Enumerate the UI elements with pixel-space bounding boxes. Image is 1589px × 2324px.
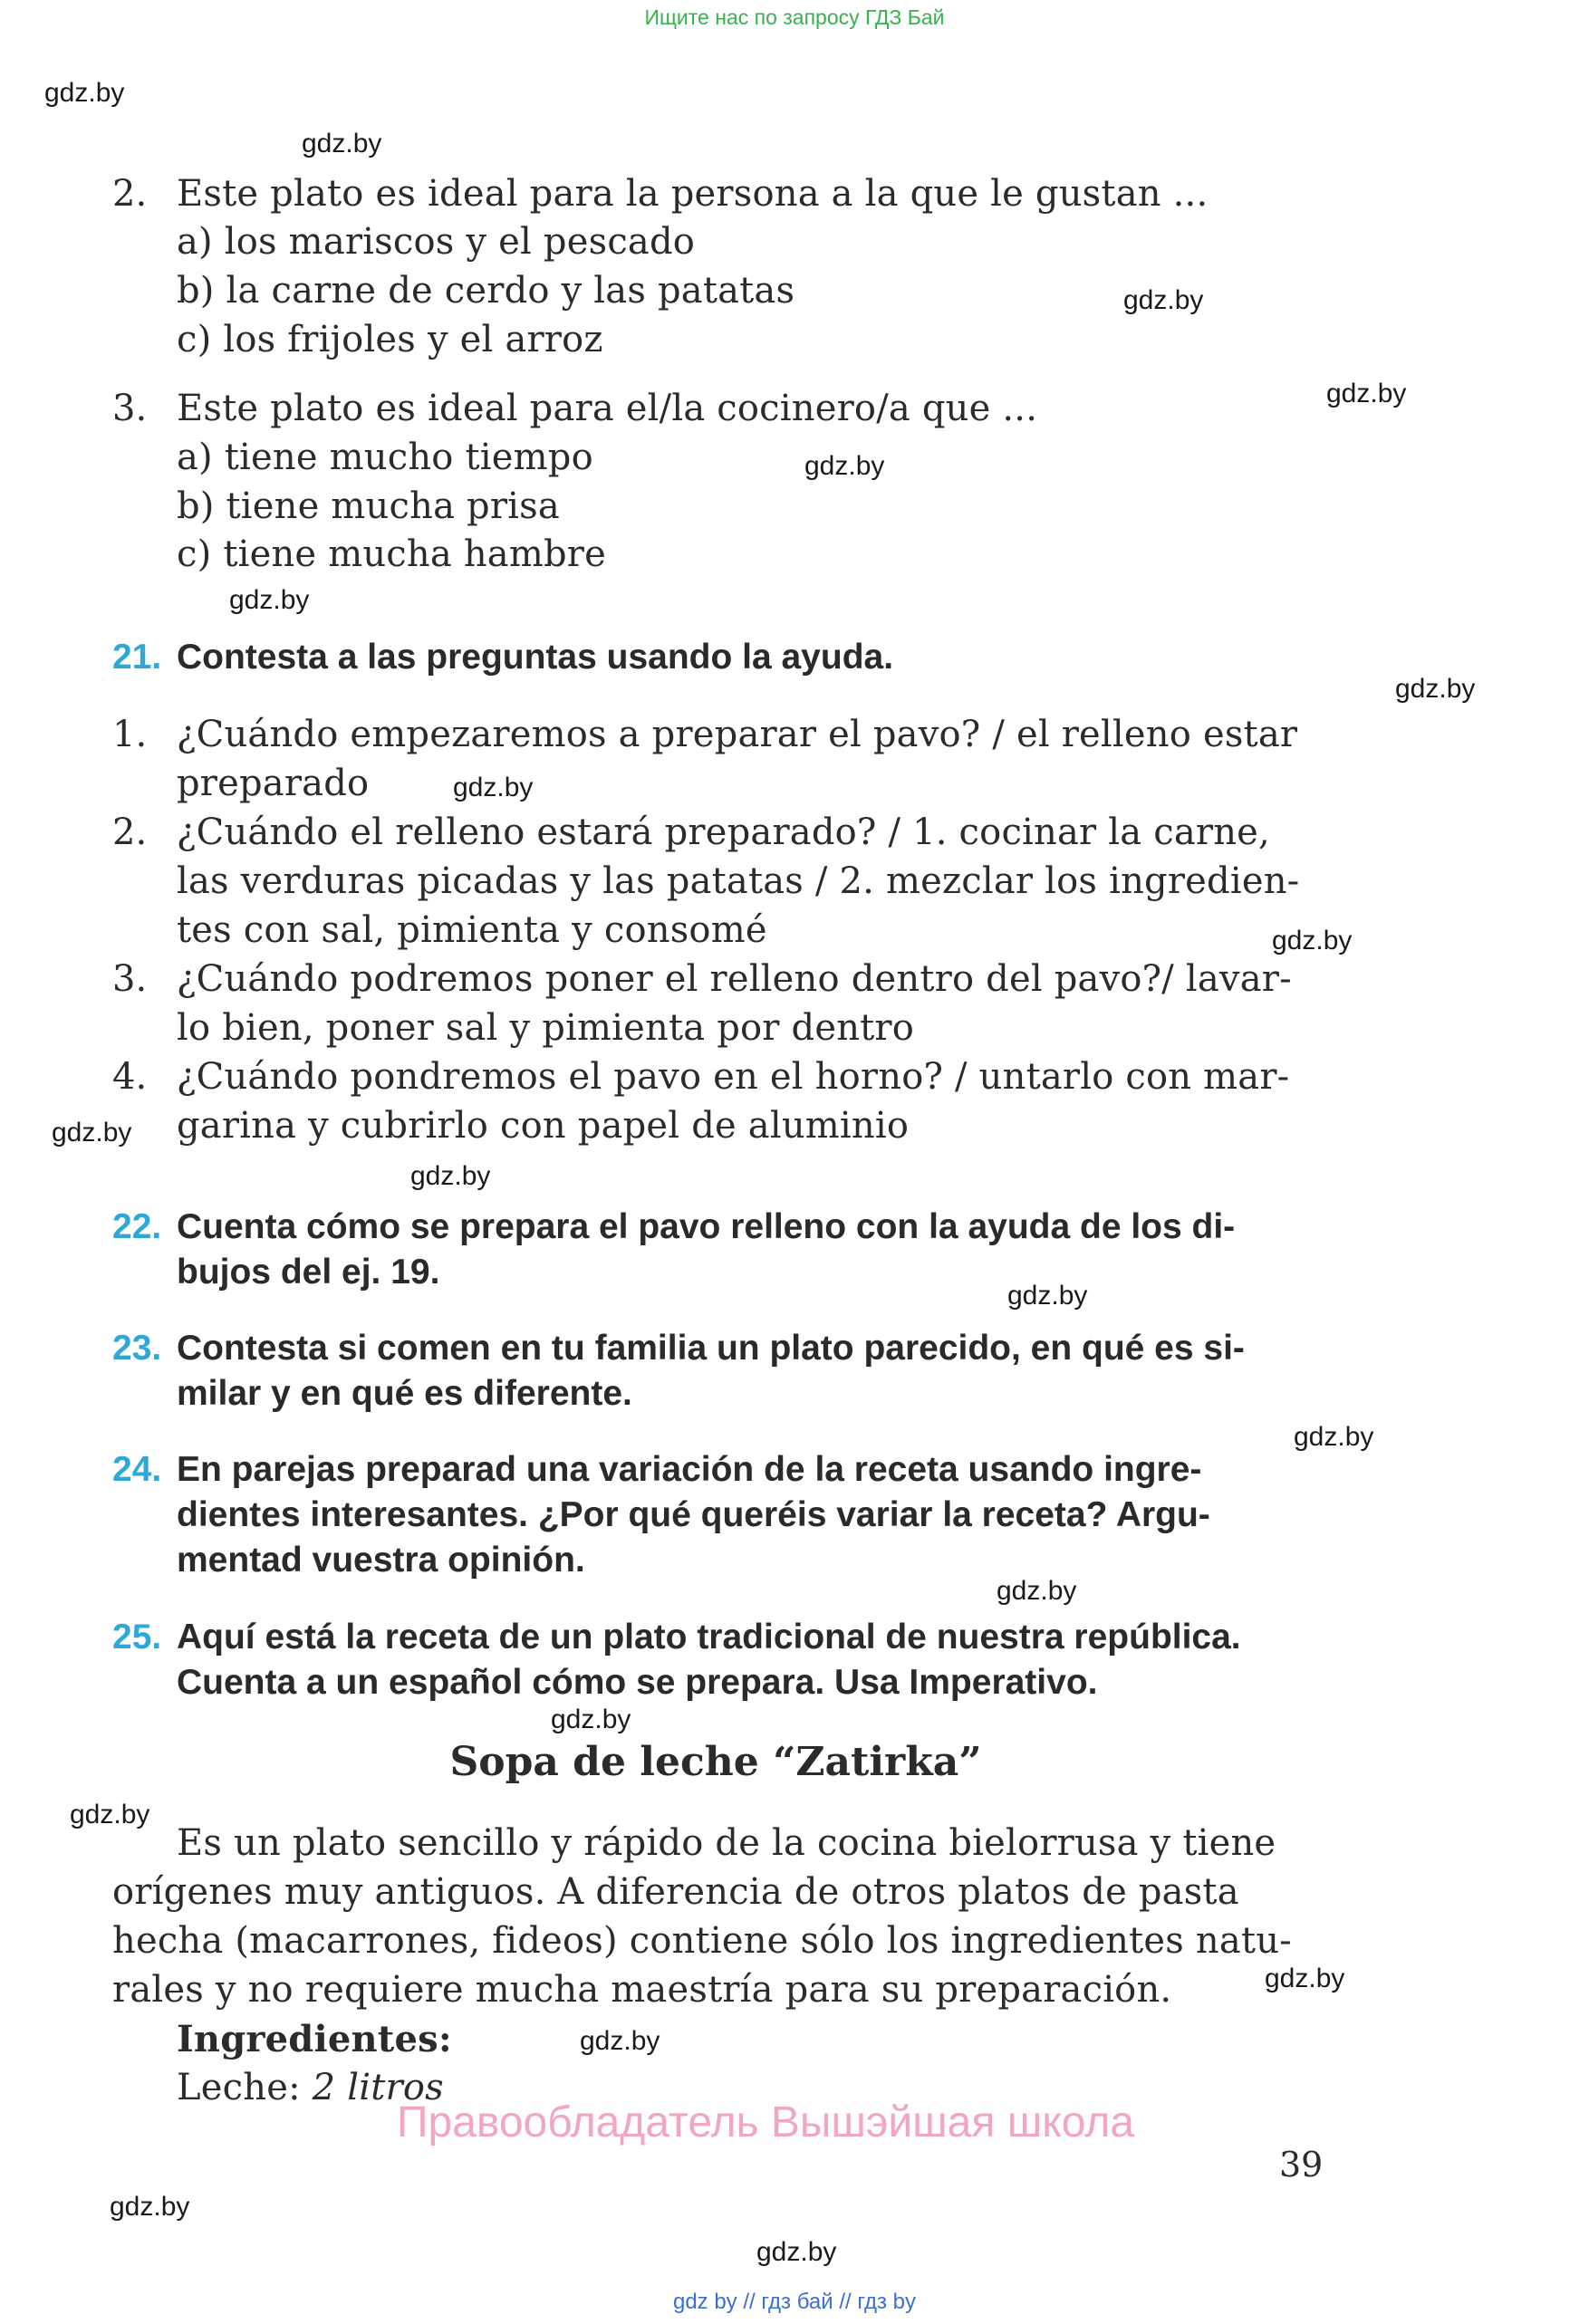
item-number: 2. <box>112 811 148 853</box>
footer-links[interactable]: gdz by // гдз бай // гдз by <box>672 2290 917 2314</box>
question-number: 2. <box>112 173 148 215</box>
watermark: gdz.by <box>410 1161 491 1191</box>
exercise-text: Aquí está la receta de un plato tradicional de nuestra república. <box>177 1618 1241 1657</box>
recipe-paragraph-line: orígenes muy antiguos. A diferencia de otros platos de pasta <box>112 1871 1239 1913</box>
recipe-title: Sopa de leche “Zatirka” <box>449 1739 982 1785</box>
item-text: preparado <box>177 763 370 804</box>
question-text: Este plato es ideal para el/la cocinero/a que ... <box>177 388 1038 429</box>
question-number: 3. <box>112 388 148 429</box>
question-text: Este plato es ideal para la persona a la que le gustan ... <box>177 173 1209 215</box>
exercise-text: Cuenta a un español cómo se prepara. Usa Imperativo. <box>177 1663 1098 1702</box>
answer-option: c) los frijoles y el arroz <box>177 319 603 360</box>
answer-option: b) la carne de cerdo y las patatas <box>177 270 795 312</box>
exercise-text: En parejas preparad una variación de la receta usando ingre- <box>177 1450 1202 1489</box>
rights-holder: Правообладатель Вышэйшая школа <box>397 2098 1135 2146</box>
watermark: gdz.by <box>44 78 125 108</box>
item-text: ¿Cuándo podremos poner el relleno dentro del pavo?/ lavar- <box>177 958 1292 1000</box>
watermark: gdz.by <box>302 129 382 158</box>
item-number: 1. <box>112 714 148 755</box>
ingredient-name: Leche: <box>177 2067 301 2108</box>
exercise-text: milar y en qué es diferente. <box>177 1374 632 1413</box>
watermark: gdz.by <box>804 451 885 481</box>
watermark: gdz.by <box>453 773 534 802</box>
watermark: gdz.by <box>1123 285 1204 315</box>
watermark: gdz.by <box>110 2192 190 2222</box>
exercise-number: 25. <box>112 1618 162 1657</box>
watermark: gdz.by <box>1294 1422 1374 1452</box>
page-number: 39 <box>1279 2145 1324 2185</box>
exercise-title: Contesta a las preguntas usando la ayuda. <box>177 638 894 677</box>
watermark: gdz.by <box>551 1705 631 1734</box>
watermark: gdz.by <box>997 1576 1077 1606</box>
ingredients-label: Ingredientes: <box>177 2018 452 2060</box>
exercise-text: Contesta si comen en tu familia un plato parecido, en qué es si- <box>177 1329 1245 1368</box>
answer-option: c) tiene mucha hambre <box>177 533 606 575</box>
watermark: gdz.by <box>1272 926 1353 956</box>
watermark: gdz.by <box>52 1118 132 1148</box>
exercise-number: 22. <box>112 1207 162 1246</box>
exercise-text: bujos del ej. 19. <box>177 1253 440 1292</box>
watermark: gdz.by <box>1326 379 1407 408</box>
watermark: gdz.by <box>229 585 310 615</box>
exercise-text: mentad vuestra opinión. <box>177 1541 585 1580</box>
item-text: tes con sal, pimienta y consomé <box>177 909 767 951</box>
item-number: 3. <box>112 958 148 1000</box>
watermark: gdz.by <box>70 1800 150 1829</box>
exercise-number: 24. <box>112 1450 162 1489</box>
top-banner: Ищите нас по запросу ГДЗ Бай <box>644 5 945 29</box>
item-text: lo bien, poner sal y pimienta por dentro <box>177 1007 915 1049</box>
recipe-paragraph-line: Es un plato sencillo y rápido de la cocina bielorrusa y tiene <box>177 1822 1276 1864</box>
item-text: ¿Cuándo pondremos el pavo en el horno? / untarlo con mar- <box>177 1056 1290 1098</box>
answer-option: b) tiene mucha prisa <box>177 485 560 527</box>
answer-option: a) los mariscos y el pescado <box>177 221 696 263</box>
watermark: gdz.by <box>1265 1964 1345 1993</box>
item-text: las verduras picadas y las patatas / 2. mezclar los ingredien- <box>177 860 1300 902</box>
item-number: 4. <box>112 1056 148 1098</box>
answer-option: a) tiene mucho tiempo <box>177 437 593 478</box>
exercise-number: 21. <box>112 638 162 677</box>
watermark: gdz.by <box>580 2026 660 2056</box>
exercise-text: Cuenta cómo se prepara el pavo relleno con la ayuda de los di- <box>177 1207 1236 1246</box>
watermark: gdz.by <box>1007 1281 1088 1311</box>
exercise-number: 23. <box>112 1329 162 1368</box>
ingredient-amount: 2 litros <box>312 2067 444 2108</box>
recipe-paragraph-line: rales y no requiere mucha maestría para su preparación. <box>112 1969 1172 2011</box>
exercise-text: dientes interesantes. ¿Por qué queréis variar la receta? Argu- <box>177 1495 1210 1534</box>
recipe-paragraph-line: hecha (macarrones, fideos) contiene sólo los ingredientes natu- <box>112 1920 1292 1962</box>
watermark: gdz.by <box>1395 674 1476 704</box>
watermark: gdz.by <box>756 2237 837 2267</box>
item-text: ¿Cuándo empezaremos a preparar el pavo? / el relleno estar <box>177 714 1298 755</box>
item-text: ¿Cuándo el relleno estará preparado? / 1. cocinar la carne, <box>177 811 1270 853</box>
item-text: garina y cubrirlo con papel de aluminio <box>177 1105 910 1147</box>
